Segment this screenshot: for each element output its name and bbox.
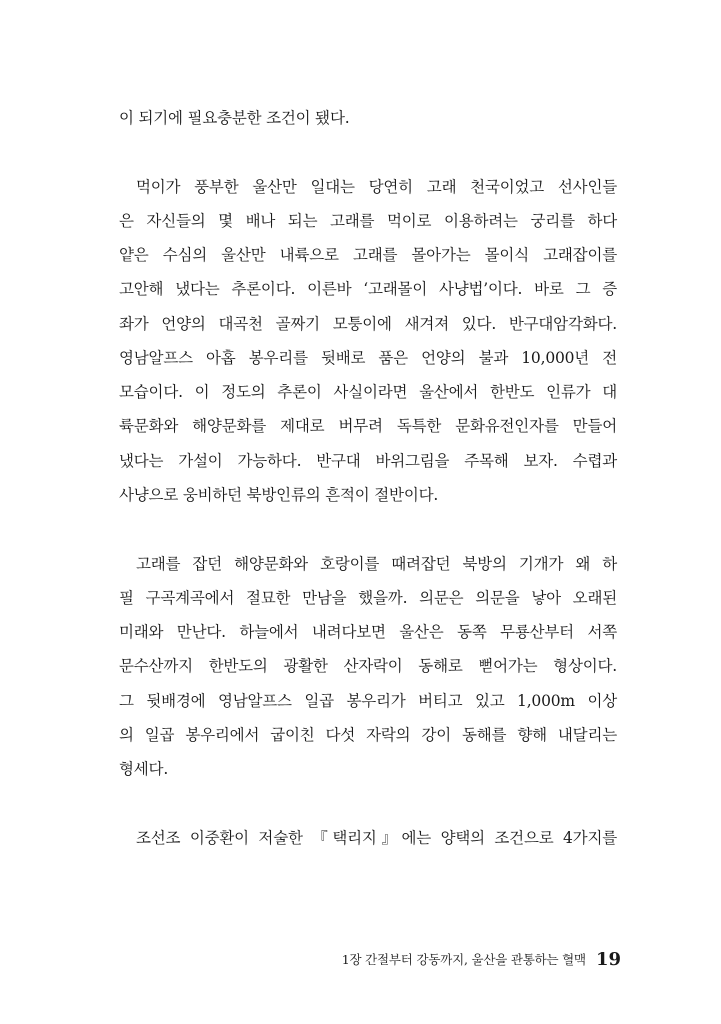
paragraph-line-10: 냈다는 가설이 가능하다. 반구대 바위그림을 주목해 보자. 수렵과 [119, 452, 617, 470]
paragraph-line-3: 은 자신들의 몇 배나 되는 고래를 먹이로 이용하려는 궁리를 하다 [119, 212, 617, 230]
paragraph-line-5: 고안해 냈다는 추론이다. 이른바 ‘고래몰이 사냥법’이다. 바로 그 증 [119, 280, 617, 298]
paragraph-line-7: 영남알프스 아홉 봉우리를 뒷배로 품은 언양의 불과 10,000년 전 [119, 349, 617, 367]
paragraph-line-16: 그 뒷배경에 영남알프스 일곱 봉우리가 버티고 있고 1,000m 이상 [119, 692, 617, 710]
paragraph-line-4: 얕은 수심의 울산만 내륙으로 고래를 몰아가는 몰이식 고래잡이를 [119, 246, 617, 264]
paragraph-line-17: 의 일곱 봉우리에서 굽이친 다섯 자락의 강이 동해를 향해 내달리는 [119, 726, 617, 744]
paragraph-line-13: 필 구곡계곡에서 절묘한 만남을 했을까. 의문은 의문을 낳아 오래된 [119, 589, 617, 607]
page-footer [0, 945, 621, 975]
page-number: 19 [595, 949, 621, 970]
paragraph-line-6: 좌가 언양의 대곡천 골짜기 모퉁이에 새겨져 있다. 반구대암각화다. [119, 315, 617, 333]
paragraph-line-9: 륙문화와 해양문화를 제대로 버무려 독특한 문화유전인자를 만들어 [119, 417, 617, 435]
paragraph-line-1: 이 되기에 필요충분한 조건이 됐다. [119, 109, 350, 127]
paragraph-line-12: 고래를 잡던 해양문화와 호랑이를 때려잡던 북방의 기개가 왜 하 [136, 555, 617, 573]
paragraph-line-2: 먹이가 풍부한 울산만 일대는 당연히 고래 천국이었고 선사인들 [136, 178, 617, 196]
paragraph-line-18: 형세다. [119, 760, 169, 778]
running-title: 1장 간절부터 강동까지, 울산을 관통하는 혈맥 [341, 952, 586, 967]
paragraph-line-8: 모습이다. 이 정도의 추론이 사실이라면 울산에서 한반도 인류가 대 [119, 383, 617, 401]
paragraph-line-11: 사냥으로 웅비하던 북방인류의 흔적이 절반이다. [119, 486, 439, 504]
paragraph-line-15: 문수산까지 한반도의 광활한 산자락이 동해로 뻗어가는 형상이다. [119, 657, 617, 675]
paragraph-line-14: 미래와 만난다. 하늘에서 내려다보면 울산은 동쪽 무룡산부터 서쪽 [119, 623, 617, 641]
paragraph-line-19: 조선조 이중환이 저술한 『택리지』에는 양택의 조건으로 4가지를 [136, 829, 617, 847]
